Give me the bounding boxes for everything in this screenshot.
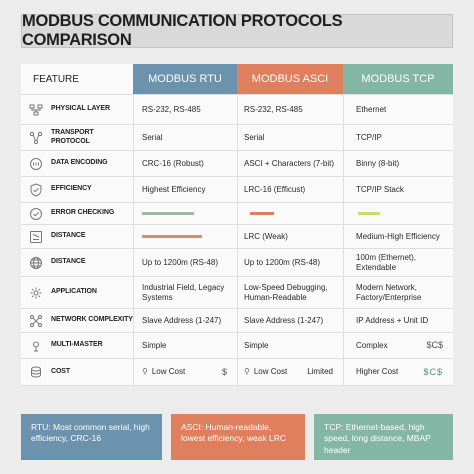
table-row <box>21 276 453 308</box>
coins-icon <box>29 365 43 379</box>
tcp-cell: Ethernet <box>343 95 453 124</box>
feature-label: DATA ENCODING <box>51 159 108 167</box>
rtu-distance-bar <box>142 235 202 238</box>
tcp-cell: Binny (8-bit) <box>343 151 453 176</box>
feature-label: ERROR CHECKING <box>51 209 115 217</box>
shield-check-icon <box>29 183 43 197</box>
asci-cell: ASCI + Characters (7-bit) <box>237 151 343 176</box>
tcp-note: TCP: Ethernet-based, high speed, long distance, MBAP header <box>314 414 453 460</box>
rtu-error-bar <box>142 212 194 215</box>
rtu-cell: RS-232, RS-485 <box>133 95 237 124</box>
network-complexity-icon <box>29 314 43 328</box>
table-row <box>21 332 453 358</box>
tcp-cost-symbol: $C$ <box>426 340 443 351</box>
feature-cell <box>21 249 133 276</box>
asci-cell: Low-Speed Debugging, Human-Readable <box>237 277 343 308</box>
rtu-cell: Simple <box>133 333 237 358</box>
rtu-cell <box>133 359 237 385</box>
tcp-cell: IP Address + Unit ID <box>343 309 453 332</box>
rtu-value: Low Cost <box>151 367 186 377</box>
network-nodes-icon <box>29 103 43 117</box>
asci-extra: Limited <box>307 367 333 377</box>
table-row <box>21 124 453 150</box>
feature-label: NETWORK COMPLEXITY <box>51 316 133 324</box>
rtu-cell: Serial <box>133 125 237 150</box>
table-row <box>21 358 453 386</box>
header-modbus-rtu: MODBUS RTU <box>133 64 237 94</box>
table-row <box>21 308 453 332</box>
check-circle-icon <box>29 207 43 221</box>
rtu-cell <box>133 225 237 248</box>
tcp-value: Higher Cost <box>356 367 399 377</box>
asci-note: ASCI: Human-readable, lowest efficiency, weak LRC <box>171 414 305 460</box>
feature-cell <box>21 203 133 224</box>
asci-cell: LRC (Weak) <box>237 225 343 248</box>
page-title: MODBUS COMMUNICATION PROTOCOLS COMPARISON <box>21 14 453 48</box>
asci-cell <box>237 359 343 385</box>
header-modbus-tcp: MODBUS TCP <box>343 64 453 94</box>
asci-error-bar <box>250 212 274 215</box>
feature-cell <box>21 95 133 124</box>
connection-icon <box>29 131 43 145</box>
feature-cell <box>21 277 133 308</box>
feature-label: TRANSPORT PROTOCOL <box>51 129 94 145</box>
feature-label: COST <box>51 367 71 375</box>
asci-cell: Slave Address (1-247) <box>237 309 343 332</box>
tcp-cell <box>343 203 453 224</box>
rtu-cell: Up to 1200m (RS-48) <box>133 249 237 276</box>
asci-value: Low Cost <box>253 367 288 377</box>
table-row <box>21 176 453 202</box>
tcp-cell <box>343 333 453 358</box>
rtu-cost-symbol: $ <box>221 366 227 377</box>
table-row <box>21 224 453 248</box>
asci-cell: Simple <box>237 333 343 358</box>
rtu-cell: Slave Address (1-247) <box>133 309 237 332</box>
asci-cell <box>237 203 343 224</box>
table-row <box>21 248 453 276</box>
feature-label: DISTANCE <box>51 232 86 240</box>
asci-cell: RS-232, RS-485 <box>237 95 343 124</box>
rtu-cell: Industrial Field, Legacy Systems <box>133 277 237 308</box>
feature-cell <box>21 151 133 176</box>
feature-cell <box>21 309 133 332</box>
binary-encoding-icon <box>29 157 43 171</box>
location-pin-icon: ⚲ <box>244 367 250 377</box>
tcp-cell: Modern Network, Factory/Enterprise <box>343 277 453 308</box>
feature-label: EFFICIENCY <box>51 185 92 193</box>
tcp-error-bar <box>358 212 380 215</box>
tcp-cell: TCP/IP Stack <box>343 177 453 202</box>
location-pin-icon: ⚲ <box>142 367 148 377</box>
feature-cell <box>21 177 133 202</box>
feature-label: DISTANCE <box>51 258 86 266</box>
distance-icon <box>29 230 43 244</box>
table-row <box>21 150 453 176</box>
header-modbus-asci: MODBUS ASCI <box>237 64 343 94</box>
rtu-cell <box>133 203 237 224</box>
comparison-table <box>21 64 453 386</box>
table-row <box>21 94 453 124</box>
feature-cell <box>21 359 133 385</box>
feature-label: MULTI-MASTER <box>51 341 103 349</box>
tcp-cell <box>343 359 453 385</box>
feature-label: PHYSICAL LAYER <box>51 105 110 113</box>
asci-cell: Serial <box>237 125 343 150</box>
rtu-cell: Highest Efficiency <box>133 177 237 202</box>
feature-cell <box>21 333 133 358</box>
rtu-note: RTU: Most common serial, high efficiency, CRC-16 <box>21 414 162 460</box>
tcp-cost-symbol: $C$ <box>423 366 443 377</box>
tcp-cell: Medium-High Efficiency <box>343 225 453 248</box>
asci-cell: Up to 1200m (RS-48) <box>237 249 343 276</box>
tcp-value: Complex <box>356 340 388 350</box>
multi-master-icon <box>29 339 43 353</box>
header-feature: FEATURE <box>21 64 133 94</box>
table-row <box>21 202 453 224</box>
tcp-cell: 100m (Ethernet), Extendable <box>343 249 453 276</box>
factory-icon <box>29 286 43 300</box>
rtu-cell: CRC-16 (Robust) <box>133 151 237 176</box>
globe-icon <box>29 256 43 270</box>
asci-cell: LRC-16 (Efficust) <box>237 177 343 202</box>
feature-cell <box>21 125 133 150</box>
tcp-cell: TCP/IP <box>343 125 453 150</box>
feature-label: APPLICATION <box>51 288 97 296</box>
feature-cell <box>21 225 133 248</box>
